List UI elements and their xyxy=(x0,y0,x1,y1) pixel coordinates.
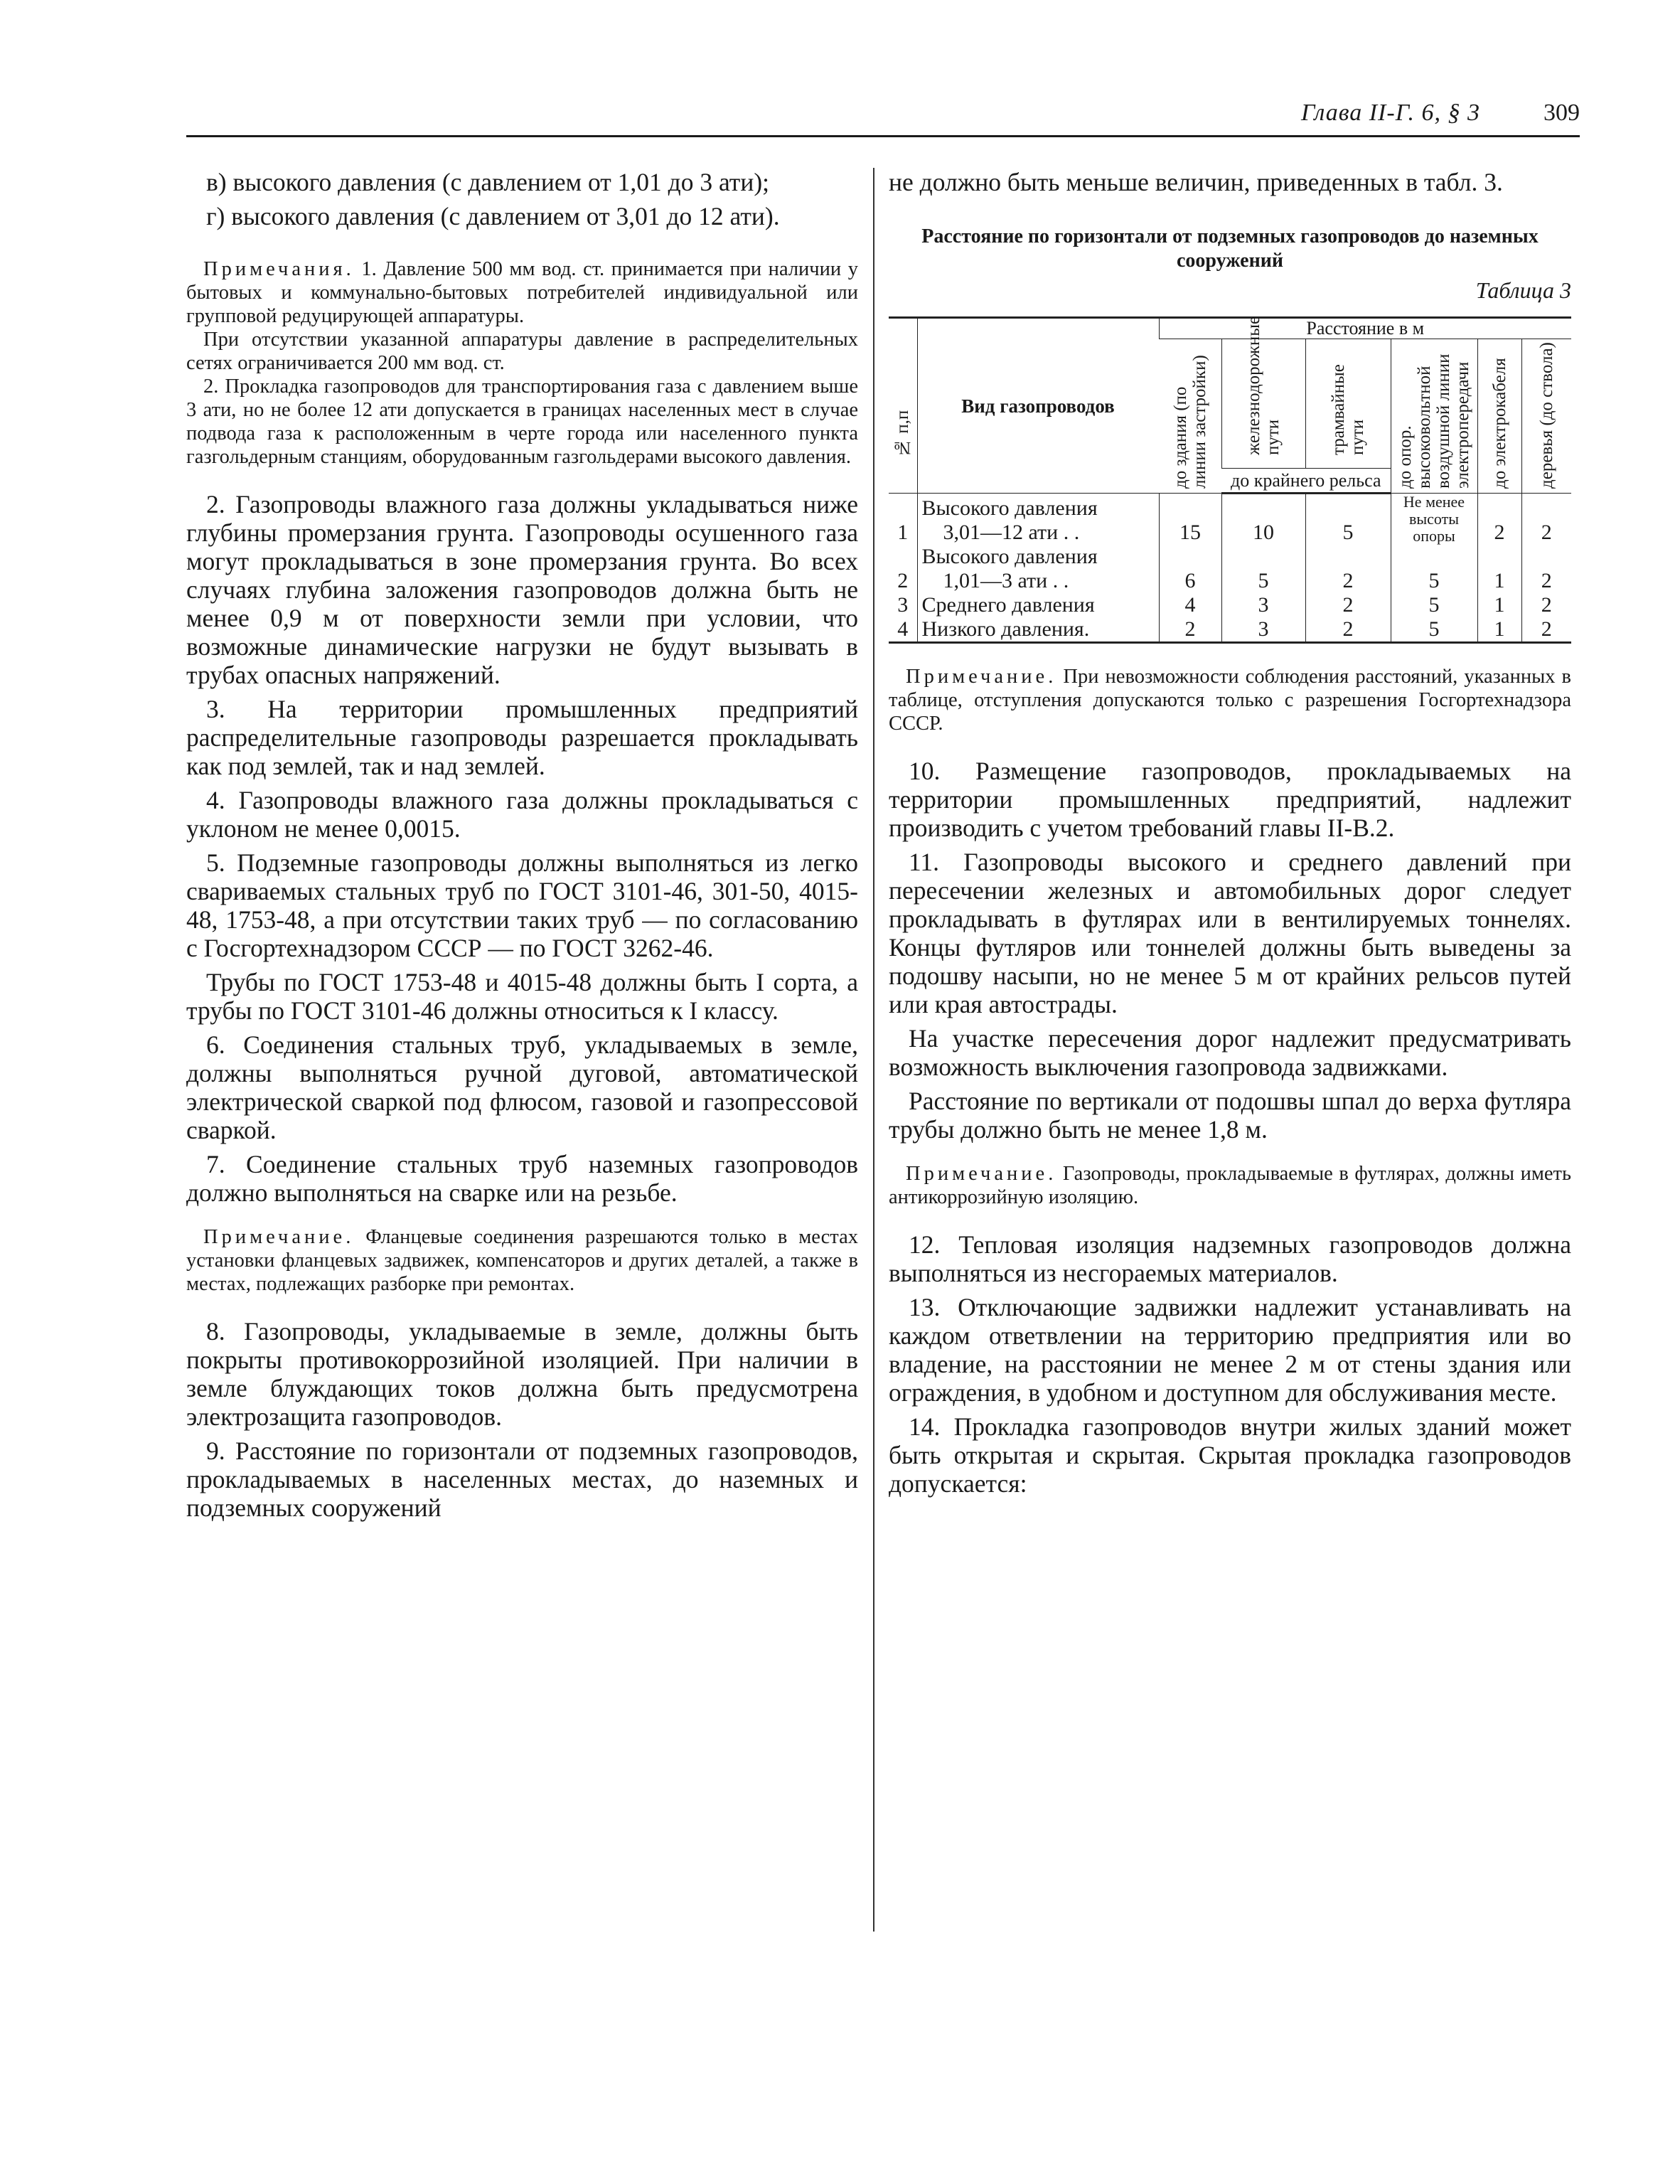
item-g: г) высокого давления (с давлением от 3,01 до 12 ати). xyxy=(206,202,780,230)
notes-lead: Примечания. xyxy=(203,258,355,280)
paragraph-11b: На участке пересечения дорог надлежит предусматривать возможность выключения газопровода задвижками. xyxy=(889,1024,1571,1081)
paragraph-3: 3. На территории промышленных предприятий распределительные газопроводы разрешается прокладывать как под землей, так и над землей. xyxy=(186,695,858,780)
p11-note-lead: Примечание. xyxy=(906,1163,1057,1185)
distance-table xyxy=(889,316,1571,644)
running-header xyxy=(186,100,1580,137)
col-header-rail-group: до крайнего рельса xyxy=(1221,469,1391,494)
col-header-tram: трамвайные пути xyxy=(1305,339,1391,469)
paragraph-9-continued: не должно быть меньше величин, приведенных в табл. 3. xyxy=(889,168,1503,196)
col-header-tree: деревья (до ствола) xyxy=(1521,339,1571,494)
col-header-cable: до электрокабеля xyxy=(1477,339,1521,494)
table-title: Расстояние по горизонтали от подземных газопроводов до наземных сооружений xyxy=(921,225,1539,272)
paragraph-12: 12. Тепловая изоляция надземных газопроводов должна выполняться из несгораемых материалов. xyxy=(889,1230,1571,1287)
table-label: Таблица 3 xyxy=(1475,277,1571,303)
paragraph-14: 14. Прокладка газопроводов внутри жилых зданий может быть открытая и скрытая. Скрытая прокладка газопроводов допускается: xyxy=(889,1412,1571,1498)
col-header-rail: железнодорожные пути xyxy=(1221,339,1305,469)
table-row: 4 Низкого давления. 2 3 2 5 1 2 xyxy=(889,617,1571,643)
paragraph-13: 13. Отключающие задвижки надлежит устанавливать на каждом ответвлении на территорию предприятия или во владение, на расстоянии не менее 2 м от стены здания или ограждения, в удобном и доступном для обслуживания месте. xyxy=(889,1293,1571,1407)
paragraph-6: 6. Соединения стальных труб, укладываемых в земле, должны выполняться ручной дуговой, автоматической электрической сваркой под флюсом, газовой и газопрессовой сваркой. xyxy=(186,1030,858,1144)
col-header-kind: Вид газопроводов xyxy=(917,318,1159,494)
item-v: в) высокого давления (с давлением от 1,01 до 3 ати); xyxy=(206,168,770,196)
table-row: 1 Высокого давления 3,01—12 ати . . 15 10 5 Не менее высоты опоры 2 2 xyxy=(889,494,1571,545)
col-header-pole: до опор. высоковольтной воздушной линии электропередачи xyxy=(1391,339,1477,494)
right-column xyxy=(889,168,1571,1503)
paragraph-9: 9. Расстояние по горизонтали от подземных газопроводов, прокладываемых в населенных местах, до наземных и подземных сооружений xyxy=(186,1437,858,1522)
paragraph-11c: Расстояние по вертикали от подошвы шпал до верха футляра трубы должно быть не менее 1,8 м. xyxy=(889,1087,1571,1144)
col-header-building: до здания (по линии застройки) xyxy=(1159,339,1221,494)
table-row: 3 Среднего давления 4 3 2 5 1 2 xyxy=(889,593,1571,617)
paragraph-11: 11. Газопроводы высокого и среднего давлений при пересечении железных и автомобильных дорог следует прокладывать в футлярах или в вентилируемых тоннелях. Концы футляров или тоннелей должны быть выведены за подошву насыпи, но не менее 5 м от крайних рельсов путей или края автострады. xyxy=(889,848,1571,1018)
table-note xyxy=(889,665,1571,735)
table-note-text: При невозможности соблюдения расстояний, указанных в таблице, отступления допускаются только с разрешения Госгортехнадзора СССР. xyxy=(889,666,1572,735)
page-number: 309 xyxy=(1543,100,1580,126)
table-note-lead: Примечание. xyxy=(906,666,1057,688)
paragraph-8: 8. Газопроводы, укладываемые в земле, должны быть покрыты противокоррозийной изоляцией. При наличии в земле блуждающих токов должна быть предусмотрена электрозащита газопроводов. xyxy=(186,1317,858,1431)
paragraph-7: 7. Соединение стальных труб наземных газопроводов должно выполняться на сварке или на резьбе. xyxy=(186,1150,858,1207)
paragraph-5: 5. Подземные газопроводы должны выполняться из легко свариваемых стальных труб по ГОСТ 3101-46, 301-50, 4015-48, 1753-48, а при отсутствии таких труб — по согласованию с Госгортехнадзором СССР — по ГОСТ 3262-46. xyxy=(186,848,858,962)
note-p7 xyxy=(186,1225,858,1296)
col-header-num: № п,п xyxy=(889,318,917,494)
note-p7-text: Фланцевые соединения разрешаются только в местах установки фланцевых задвижек, компенсаторов и других деталей, а также в местах, подлежащих разборке при ремонтах. xyxy=(186,1226,858,1295)
paragraph-4: 4. Газопроводы влажного газа должны прокладываться с уклоном не менее 0,0015. xyxy=(186,786,858,843)
notes-block-1 xyxy=(186,257,858,328)
column-divider xyxy=(873,168,874,1932)
header-rule xyxy=(186,135,1580,137)
note-lead: Примечание. xyxy=(203,1226,355,1248)
table-row: 2 Высокого давления 1,01—3 ати . . 6 5 2 5 1 2 xyxy=(889,545,1571,593)
left-column xyxy=(186,168,858,1528)
p11-note-text: Газопроводы, прокладываемые в футлярах, должны иметь антикоррозийную изоляцию. xyxy=(889,1163,1571,1208)
chapter-title: Глава II-Г. 6, § 3 xyxy=(1300,100,1480,126)
paragraph-2: 2. Газопроводы влажного газа должны укладываться ниже глубины промерзания грунта. Газопроводы осушенного газа могут прокладываться в зоне промерзания грунта. Во всех случаях глубина заложения газопроводов должна быть не менее 0,9 м от поверхности земли при условии, что возможные динамические нагрузки не будут вызывать в трубах опасных напряжений. xyxy=(186,490,858,689)
paragraph-10: 10. Размещение газопроводов, прокладываемых на территории промышленных предприятий, надлежит производить с учетом требований главы II-В.2. xyxy=(889,757,1571,842)
note-1: 1. Давление 500 мм вод. ст. принимается при наличии у бытовых и коммунально-бытовых потребителей индивидуальной или групповой редуцирующей аппаратуры. xyxy=(186,258,858,327)
note-1b: При отсутствии указанной аппаратуры давление в распределительных сетях ограничивается 200 мм вод. ст. xyxy=(186,329,858,374)
p11-note xyxy=(889,1162,1571,1209)
paragraph-5b: Трубы по ГОСТ 1753-48 и 4015-48 должны быть I сорта, а трубы по ГОСТ 3101-46 должны относиться к I классу. xyxy=(186,968,858,1025)
col-header-group: Расстояние в м xyxy=(1159,318,1571,339)
note-2: 2. Прокладка газопроводов для транспортирования газа с давлением выше 3 ати, но не более 12 ати допускается в границах населенных мест в случае подвода газа к расположенным в черте города или населенного пункта газгольдерным станциям, оборудованным газгольдерами высокого давления. xyxy=(186,375,858,468)
